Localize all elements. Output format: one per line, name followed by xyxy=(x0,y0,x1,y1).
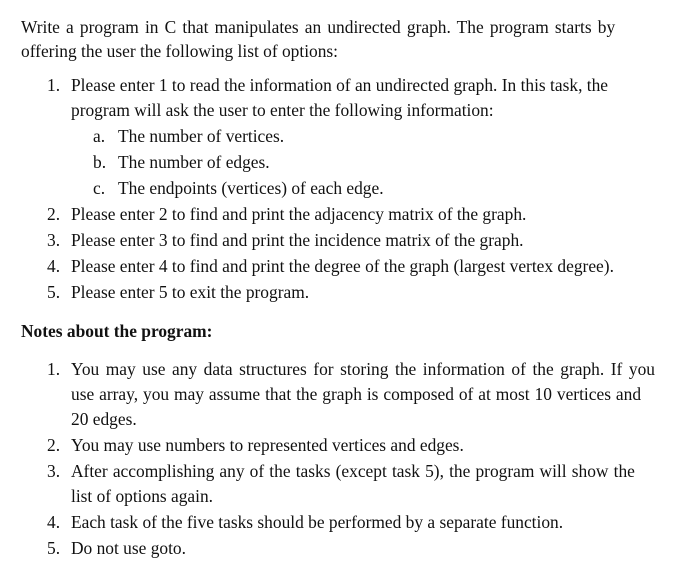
option-1-number: 1. xyxy=(47,75,61,95)
option-5-text: Please enter 5 to exit the program. xyxy=(71,282,310,302)
note-2-number: 2. xyxy=(47,435,61,455)
notes-heading: Notes about the program: xyxy=(21,321,213,341)
subitem-c-text: The endpoints (vertices) of each edge. xyxy=(118,178,384,198)
subitem-b-letter: b. xyxy=(93,152,107,172)
note-5-number: 5. xyxy=(47,538,61,558)
option-1-line-1: Please enter 1 to read the information of an undirected graph. In this task, the xyxy=(71,75,609,95)
note-1-line-2: use array, you may assume that the graph is composed of at most 10 vertices and xyxy=(71,384,642,404)
note-3-line-1: After accomplishing any of the tasks (except task 5), the program will show the xyxy=(71,461,635,481)
subitem-b-text: The number of edges. xyxy=(118,152,270,172)
option-4-number: 4. xyxy=(47,256,61,276)
note-2-line-1: You may use numbers to represented vertices and edges. xyxy=(71,435,464,455)
option-4-text: Please enter 4 to find and print the degree of the graph (largest vertex degree). xyxy=(71,256,614,276)
note-3-number: 3. xyxy=(47,461,61,481)
option-5-number: 5. xyxy=(47,282,61,302)
subitem-c-letter: c. xyxy=(93,178,106,198)
note-1-line-1: You may use any data structures for storing the information of the graph. If you xyxy=(71,359,655,379)
option-1-line-2: program will ask the user to enter the following information: xyxy=(71,100,494,120)
option-3-text: Please enter 3 to find and print the incidence matrix of the graph. xyxy=(71,230,524,250)
note-5-line-1: Do not use goto. xyxy=(71,538,186,558)
note-3-line-2: list of options again. xyxy=(71,486,214,506)
option-2-number: 2. xyxy=(47,204,61,224)
note-4-line-1: Each task of the five tasks should be performed by a separate function. xyxy=(71,512,564,532)
intro-line-1: Write a program in C that manipulates an undirected graph. The program starts by xyxy=(21,17,616,37)
option-2-text: Please enter 2 to find and print the adjacency matrix of the graph. xyxy=(71,204,527,224)
note-4-number: 4. xyxy=(47,512,61,532)
note-1-line-3: 20 edges. xyxy=(71,409,137,429)
note-1-number: 1. xyxy=(47,359,61,379)
subitem-a-text: The number of vertices. xyxy=(118,126,285,146)
intro-line-2: offering the user the following list of options: xyxy=(21,41,339,61)
subitem-a-letter: a. xyxy=(93,126,106,146)
option-3-number: 3. xyxy=(47,230,61,250)
